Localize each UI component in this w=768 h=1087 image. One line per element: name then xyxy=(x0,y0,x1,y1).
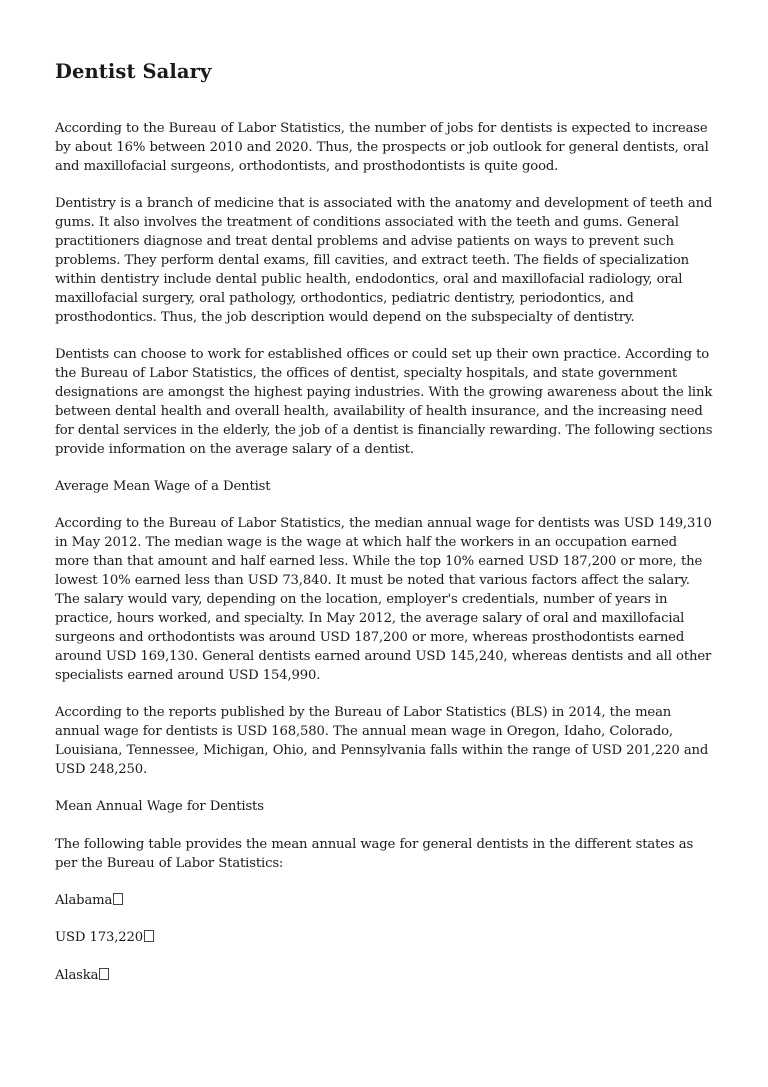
table-entry-text: USD 173,220 xyxy=(55,930,143,946)
table-entry xyxy=(55,929,715,948)
paragraph-median-wage: According to the Bureau of Labor Statistics, the median annual wage for dentists was USD 149,310 in May 2012. The median wage is the wage at which half the workers in an occupation earned more than that amount and half earned less. While the top 10% earned USD 187,200 or more, the lowest 10% earned less than USD 73,840. It must be noted that various factors affect the salary. The salary would vary, depending on the location, employer's credentials, number of years in practice, hours worked, and specialty. In May 2012, the average salary of oral and maxillofacial surgeons and orthodontists was around USD 187,200 or more, whereas prosthodontists earned around USD 169,130. General dentists earned around USD 145,240, whereas dentists and all other specialists earned around USD 154,990. xyxy=(55,516,712,683)
missing-glyph-icon xyxy=(113,893,123,905)
section-heading-mean-annual-wage: Mean Annual Wage for Dentists xyxy=(55,799,264,815)
document-page xyxy=(55,56,715,1004)
paragraph-table-intro: The following table provides the mean annual wage for general dentists in the different states as per the Bureau of Labor Statistics: xyxy=(55,836,694,871)
paragraph-dentistry-overview: Dentistry is a branch of medicine that is associated with the anatomy and development of teeth and gums. It also involves the treatment of conditions associated with the teeth and gums. General practitioners diagnose and treat dental problems and advise patients on ways to prevent such problems. They perform dental exams, fill cavities, and extract teeth. The fields of specialization within dentistry include dental public health, endodontics, oral and maxillofacial radiology, oral maxillofacial surgery, oral pathology, orthodontics, pediatric dentistry, periodontics, and prosthodontics. Thus, the job description would depend on the subspecialty of dentistry. xyxy=(55,196,713,325)
table-entry-text: Alabama xyxy=(55,892,113,908)
table-entry-text: Alaska xyxy=(55,967,99,983)
paragraph-work-settings: Dentists can choose to work for established offices or could set up their own practice. According to the Bureau of Labor Statistics, the offices of dentist, specialty hospitals, and state government designations are amongst the highest paying industries. With the growing awareness about the link between dental health and overall health, availability of health insurance, and the increasing need for dental services in the elderly, the job of a dentist is financially rewarding. The following sections provide information on the average salary of a dentist. xyxy=(55,347,713,457)
missing-glyph-icon xyxy=(99,968,109,980)
table-entry xyxy=(55,967,715,986)
section-heading-average-mean-wage: Average Mean Wage of a Dentist xyxy=(55,479,271,494)
page-title: Dentist Salary xyxy=(55,60,212,83)
missing-glyph-icon xyxy=(144,930,154,942)
table-entry xyxy=(55,892,715,911)
paragraph-job-outlook: According to the Bureau of Labor Statistics, the number of jobs for dentists is expected to increase by about 16% between 2010 and 2020. Thus, the prospects or job outlook for general dentists, oral and maxillofacial surgeons, orthodontists, and prosthodontists is quite good. xyxy=(55,121,709,174)
paragraph-bls-2014: According to the reports published by the Bureau of Labor Statistics (BLS) in 2014, the mean annual wage for dentists is USD 168,580. The annual mean wage in Oregon, Idaho, Colorado, Louisiana, Tennessee, Michigan, Ohio, and Pennsylvania falls within the range of USD 201,220 and USD 248,250. xyxy=(55,705,709,777)
